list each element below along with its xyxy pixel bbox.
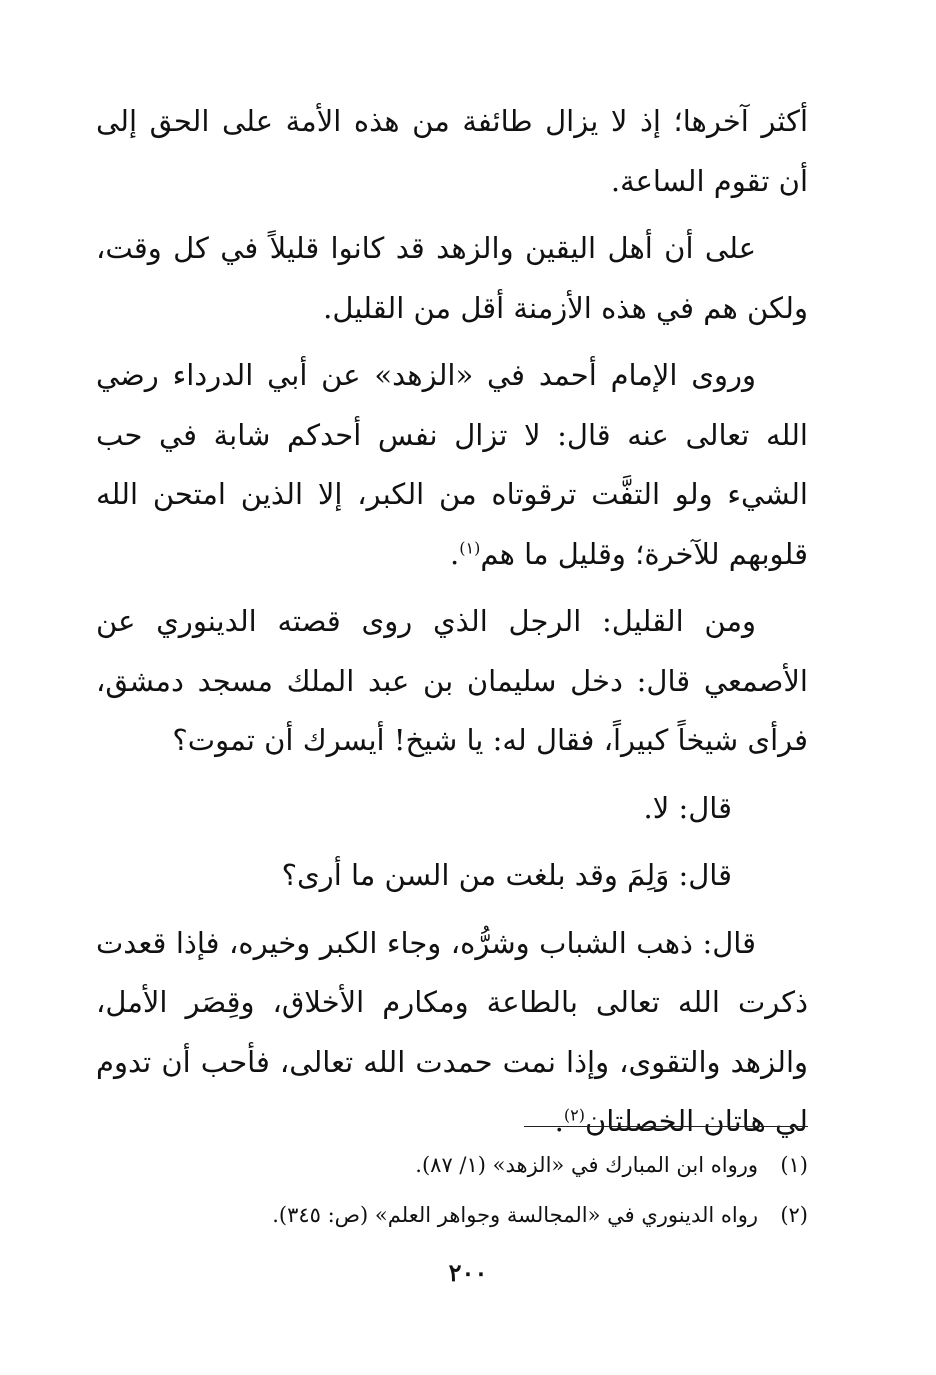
paragraph-7-end: . (554, 1104, 564, 1138)
page-number: ٢٠٠ (448, 1258, 488, 1287)
paragraph-7-text: قال: ذهب الشباب وشرُّه، وجاء الكبر وخيره، فإذا قعدت ذكرت الله تعالى بالطاعة ومكارم الأخلاق، وقِصَر الأمل، والزهد والتقوى، وإذا نمت حمدت الله تعالى، فأحب أن تدوم لي هاتان الخصلتان (96, 925, 808, 1138)
footnotes (96, 1140, 808, 1240)
footnote-1 (96, 1140, 808, 1190)
footnote-2-number: (٢) (780, 1203, 808, 1227)
footnote-2 (96, 1190, 808, 1240)
main-text (96, 92, 808, 1160)
paragraph-5: قال: لا. (643, 790, 732, 825)
footnote-ref-1[interactable]: (١) (459, 537, 481, 557)
footnote-1-text: ورواه ابن المبارك في «الزهد» (١/ ٨٧). (415, 1153, 758, 1177)
footnote-ref-2[interactable]: (٢) (563, 1105, 585, 1125)
paragraph-3-end: . (450, 536, 460, 571)
paragraph-6: قال: وَلِمَ وقد بلغت من السن ما أرى؟ (281, 858, 732, 892)
footnote-2-text: رواه الدينوري في «المجالسة وجواهر العلم» (ص: ٣٤٥). (272, 1203, 758, 1227)
paragraph-4: ومن القليل: الرجل الذي روى قصته الدينوري عن الأصمعي قال: دخل سليمان بن عبد الملك مسجد دمشق، فرأى شيخاً كبيراً، فقال له: يا شيخ! أيسرك أن تموت؟ (96, 604, 808, 757)
footnote-1-number: (١) (780, 1153, 808, 1177)
paragraph-3 (96, 346, 808, 584)
paragraph-7 (96, 914, 808, 1152)
paragraph-3-text: وروى الإمام أحمد في «الزهد» عن أبي الدرداء رضي الله تعالى عنه قال: لا تزال نفس أحدكم شابة في حب الشيء ولو التفَّت ترقوتاه من الكبر، إلا الذين امتحن الله قلوبهم للآخرة؛ وقليل ما هم (96, 358, 808, 571)
paragraph-2: على أن أهل اليقين والزهد قد كانوا قليلاً في كل وقت، ولكن هم في هذه الأزمنة أقل من القليل. (96, 231, 808, 325)
footnote-divider (524, 1126, 808, 1127)
paragraph-1: أكثر آخرها؛ إذ لا يزال طائفة من هذه الأمة على الحق إلى أن تقوم الساعة. (96, 104, 808, 198)
